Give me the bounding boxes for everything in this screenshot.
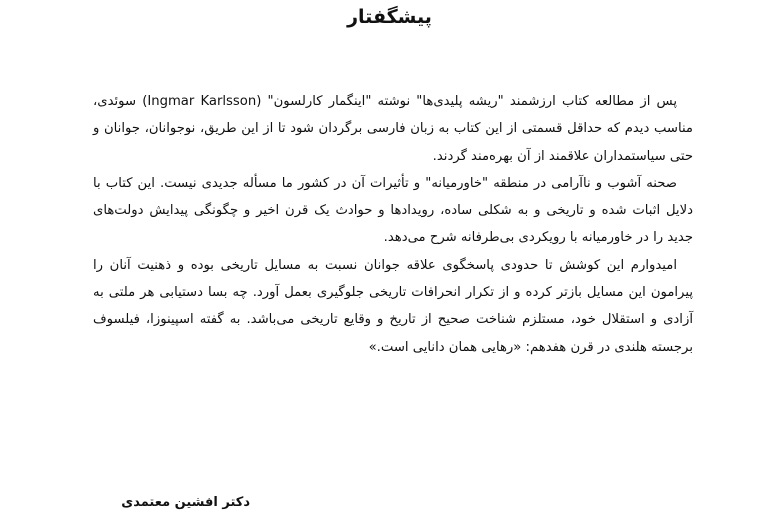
author-signature: دکتر افشین معتمدی (121, 495, 250, 510)
preface-body (93, 88, 693, 361)
paragraph: امیدوارم این کوشش تا حدودی پاسخگوی علاقه جوانان نسبت به مسایل تاریخی بوده و ذهنیت آنان را پیرامون این مسایل بازتر کرده و از تکرار انحرافات تاریخی جلوگیری بعمل آورد. چه بسا دستیابی هر ملتی به آزادی و استقلال خود، مستلزم شناخت صحیح از تاریخ و وقایع تاریخی می‌باشد. به گفته اسپینوزا، فیلسوف برجسته هلندی در قرن هفدهم: «رهایی همان دانایی است.» (93, 257, 693, 355)
paragraph: صحنه آشوب و ناآرامی در منطقه "خاورمیانه" و تأثیرات آن در کشور ما مسأله جدیدی نیست. این کتاب با دلایل اثبات شده و تاریخی و به شکلی ساده، رویدادها و حوادث یک قرن اخیر و چگونگی پیدایش دولت‌های جدید را در خاورمیانه با رویکردی بی‌طرفانه شرح می‌دهد. (93, 175, 693, 246)
paragraph: پس از مطالعه کتاب ارزشمند "ریشه پلیدی‌ها" نوشته "اینگمار کارلسون" (Ingmar Karlsson) سوئدی، مناسب دیدم که حداقل قسمتی از این کتاب به زبان فارسی برگردان شود تا از این طریق، نوجوانان، جوانان و حتی سیاستمداران علاقمند از آن بهره‌مند گردند. (93, 94, 693, 164)
page-title: پیشگفتار (347, 6, 432, 28)
